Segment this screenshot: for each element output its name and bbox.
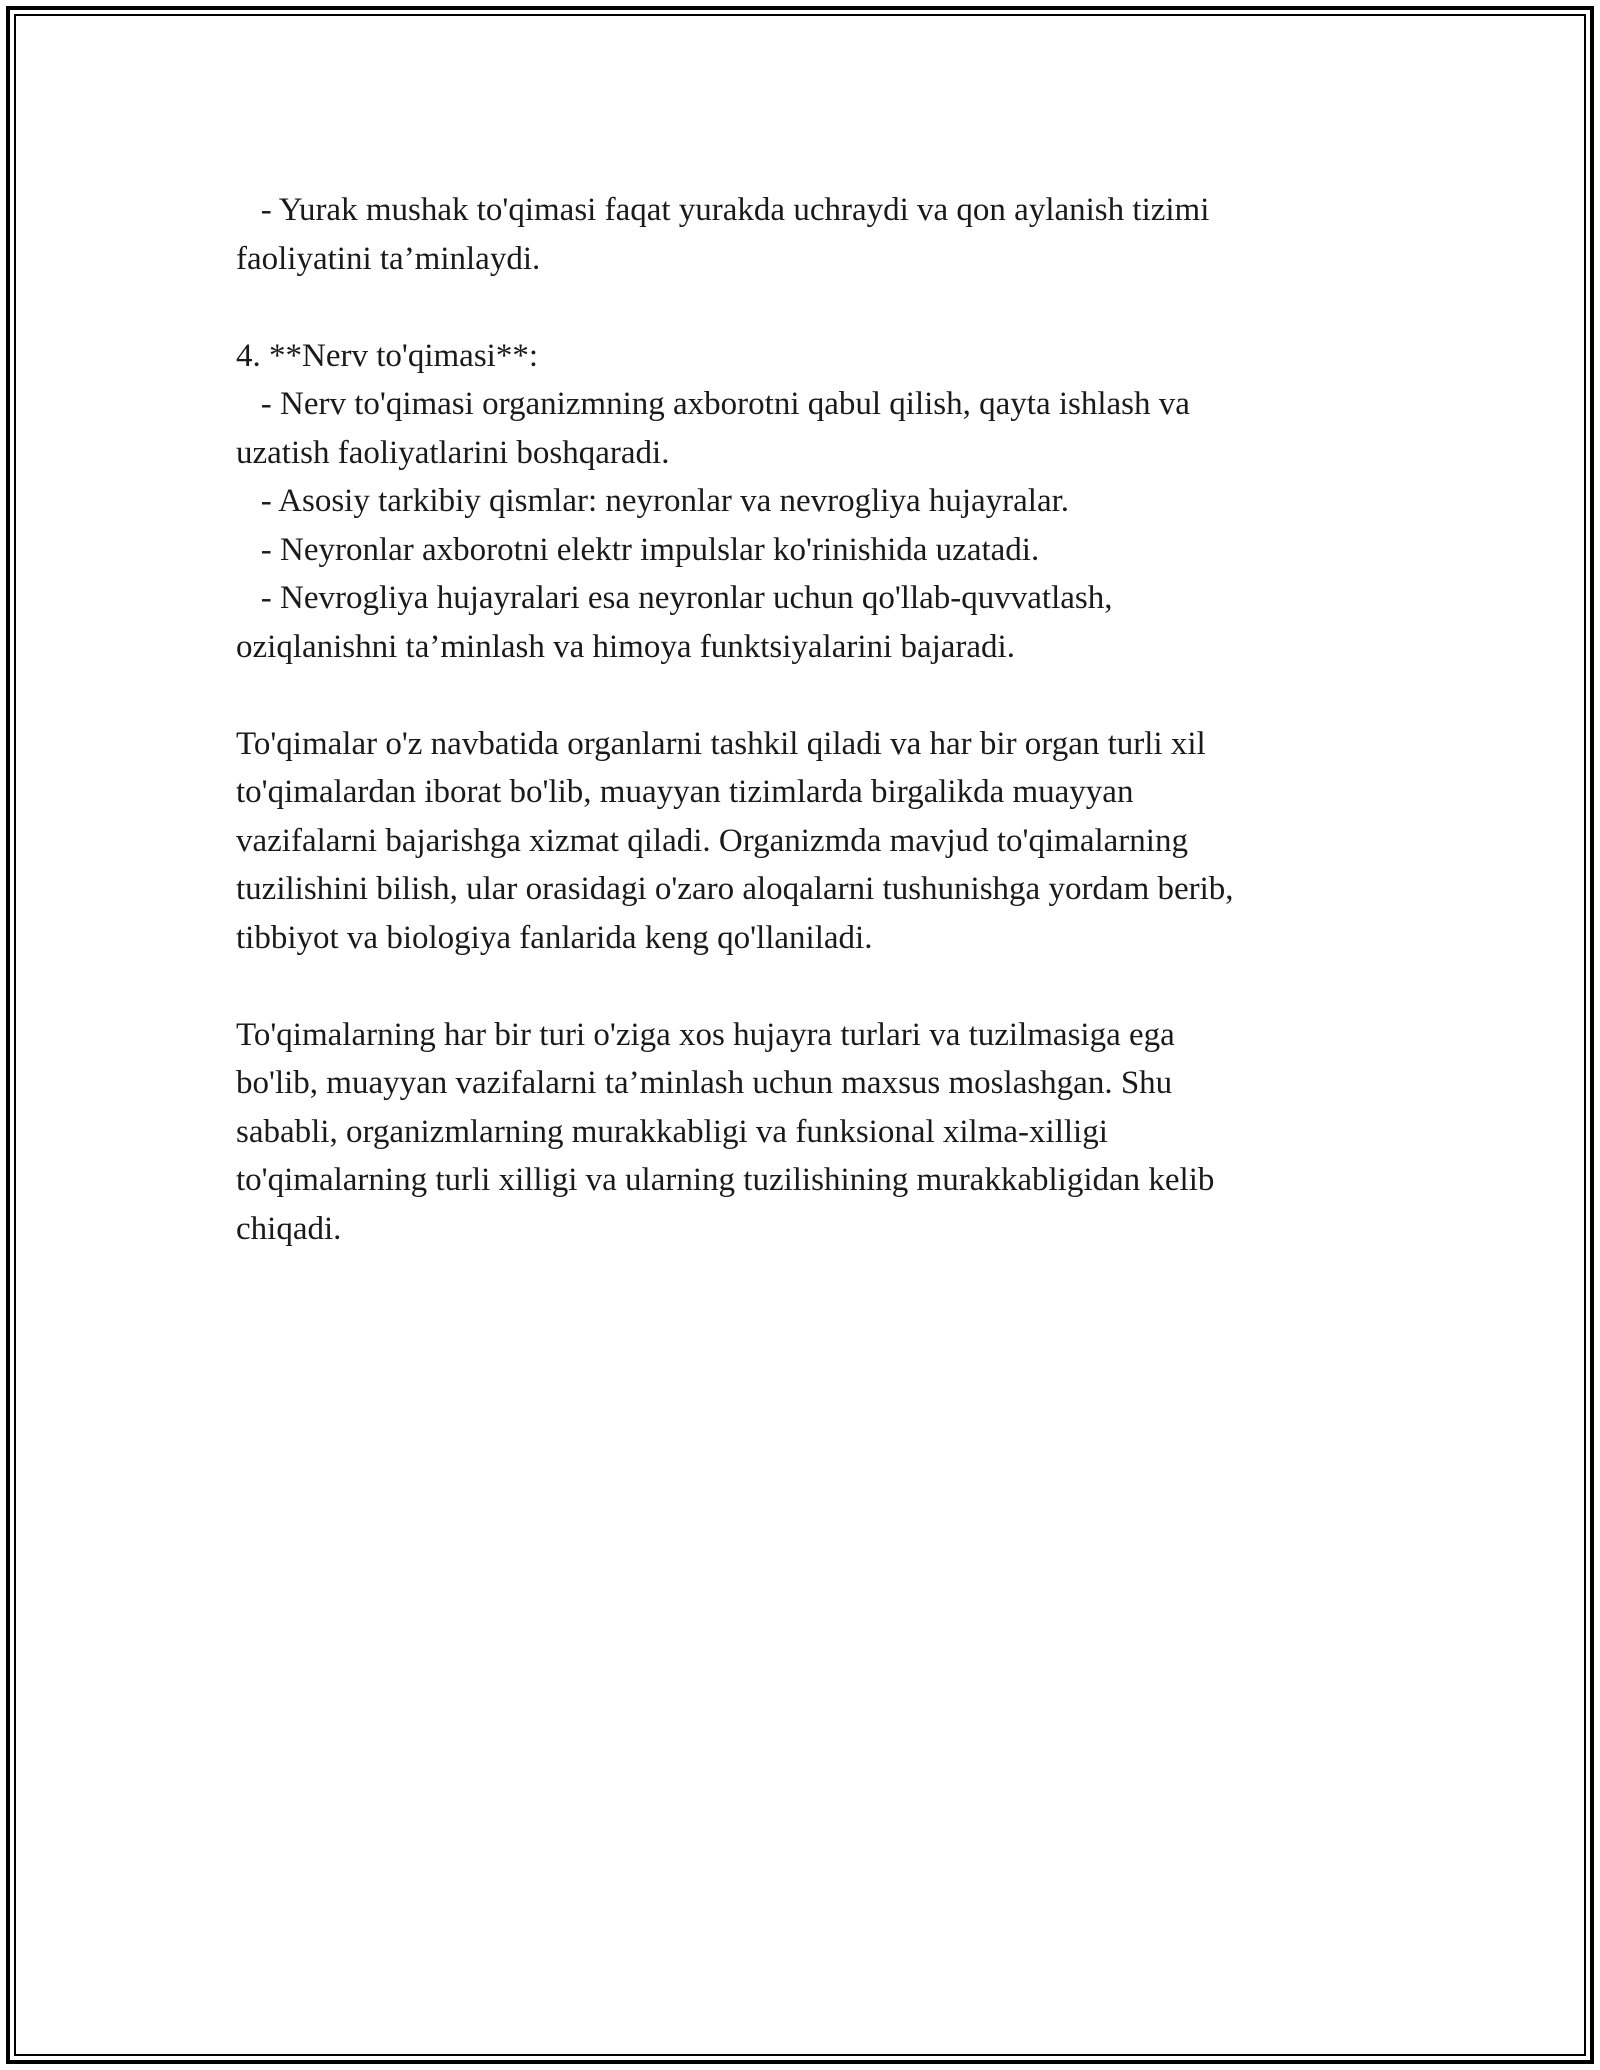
list-item-text: - Nerv to'qimasi organizmning axborotni qabul qilish, qayta ishlash va [236,386,1190,422]
text-line: bo'lib, muayyan vazifalarni ta’minlash uchun maxsus moslashgan. Shu [236,1065,1173,1101]
text-line: tibbiyot va biologiya fanlarida keng qo'llaniladi. [236,919,873,956]
text-line: chiqadi. [236,1210,342,1247]
paragraph-cardiac-muscle [236,186,1356,283]
list-item-text: - Asosiy tarkibiy qismlar: neyronlar va nevrogliya hujayralar. [236,483,1070,519]
text-line: to'qimalardan iborat bo'lib, muayyan tizimlarda birgalikda muayyan [236,774,1134,810]
text-line: To'qimalarning har bir turi o'ziga xos hujayra turlari va tuzilmasiga ega [236,1016,1175,1053]
text-line: sababli, organizmlarning murakkabligi va funksional xilma-xilligi [236,1113,1108,1150]
list-item-text: - Nevrogliya hujayralari esa neyronlar uchun qo'llab-quvvatlash, [236,580,1113,616]
text-line: to'qimalarning turli xilligi va ularning tuzilishining murakkabligidan kelib [236,1162,1215,1198]
text-line: faoliyatini ta’minlaydi. [236,240,541,277]
section-heading: 4. **Nerv to'qimasi**: [236,337,538,374]
blank-line [236,283,1356,332]
section-nerve-tissue [236,332,1356,672]
list-item-text: - Neyronlar axborotni elektr impulslar ko'rinishida uzatadi. [236,531,1040,568]
paragraph-tissues-organs [236,720,1356,963]
text-line: tuzilishini bilish, ular orasidagi o'zaro aloqalarni tushunishga yordam berib, [236,871,1234,907]
list-item-text: oziqlanishni ta’minlash va himoya funktsiyalarini bajaradi. [236,628,1015,665]
paragraph-tissue-types [236,1011,1356,1254]
blank-line [236,671,1356,720]
document-body [236,186,1356,1253]
list-item-text: uzatish faoliyatlarini boshqaradi. [236,434,670,471]
text-line: vazifalarni bajarishga xizmat qiladi. Organizmda mavjud to'qimalarning [236,822,1188,859]
blank-line [236,962,1356,1011]
text-line: To'qimalar o'z navbatida organlarni tashkil qiladi va har bir organ turli xil [236,725,1206,762]
text-line: - Yurak mushak to'qimasi faqat yurakda uchraydi va qon aylanish tizimi [236,192,1210,228]
